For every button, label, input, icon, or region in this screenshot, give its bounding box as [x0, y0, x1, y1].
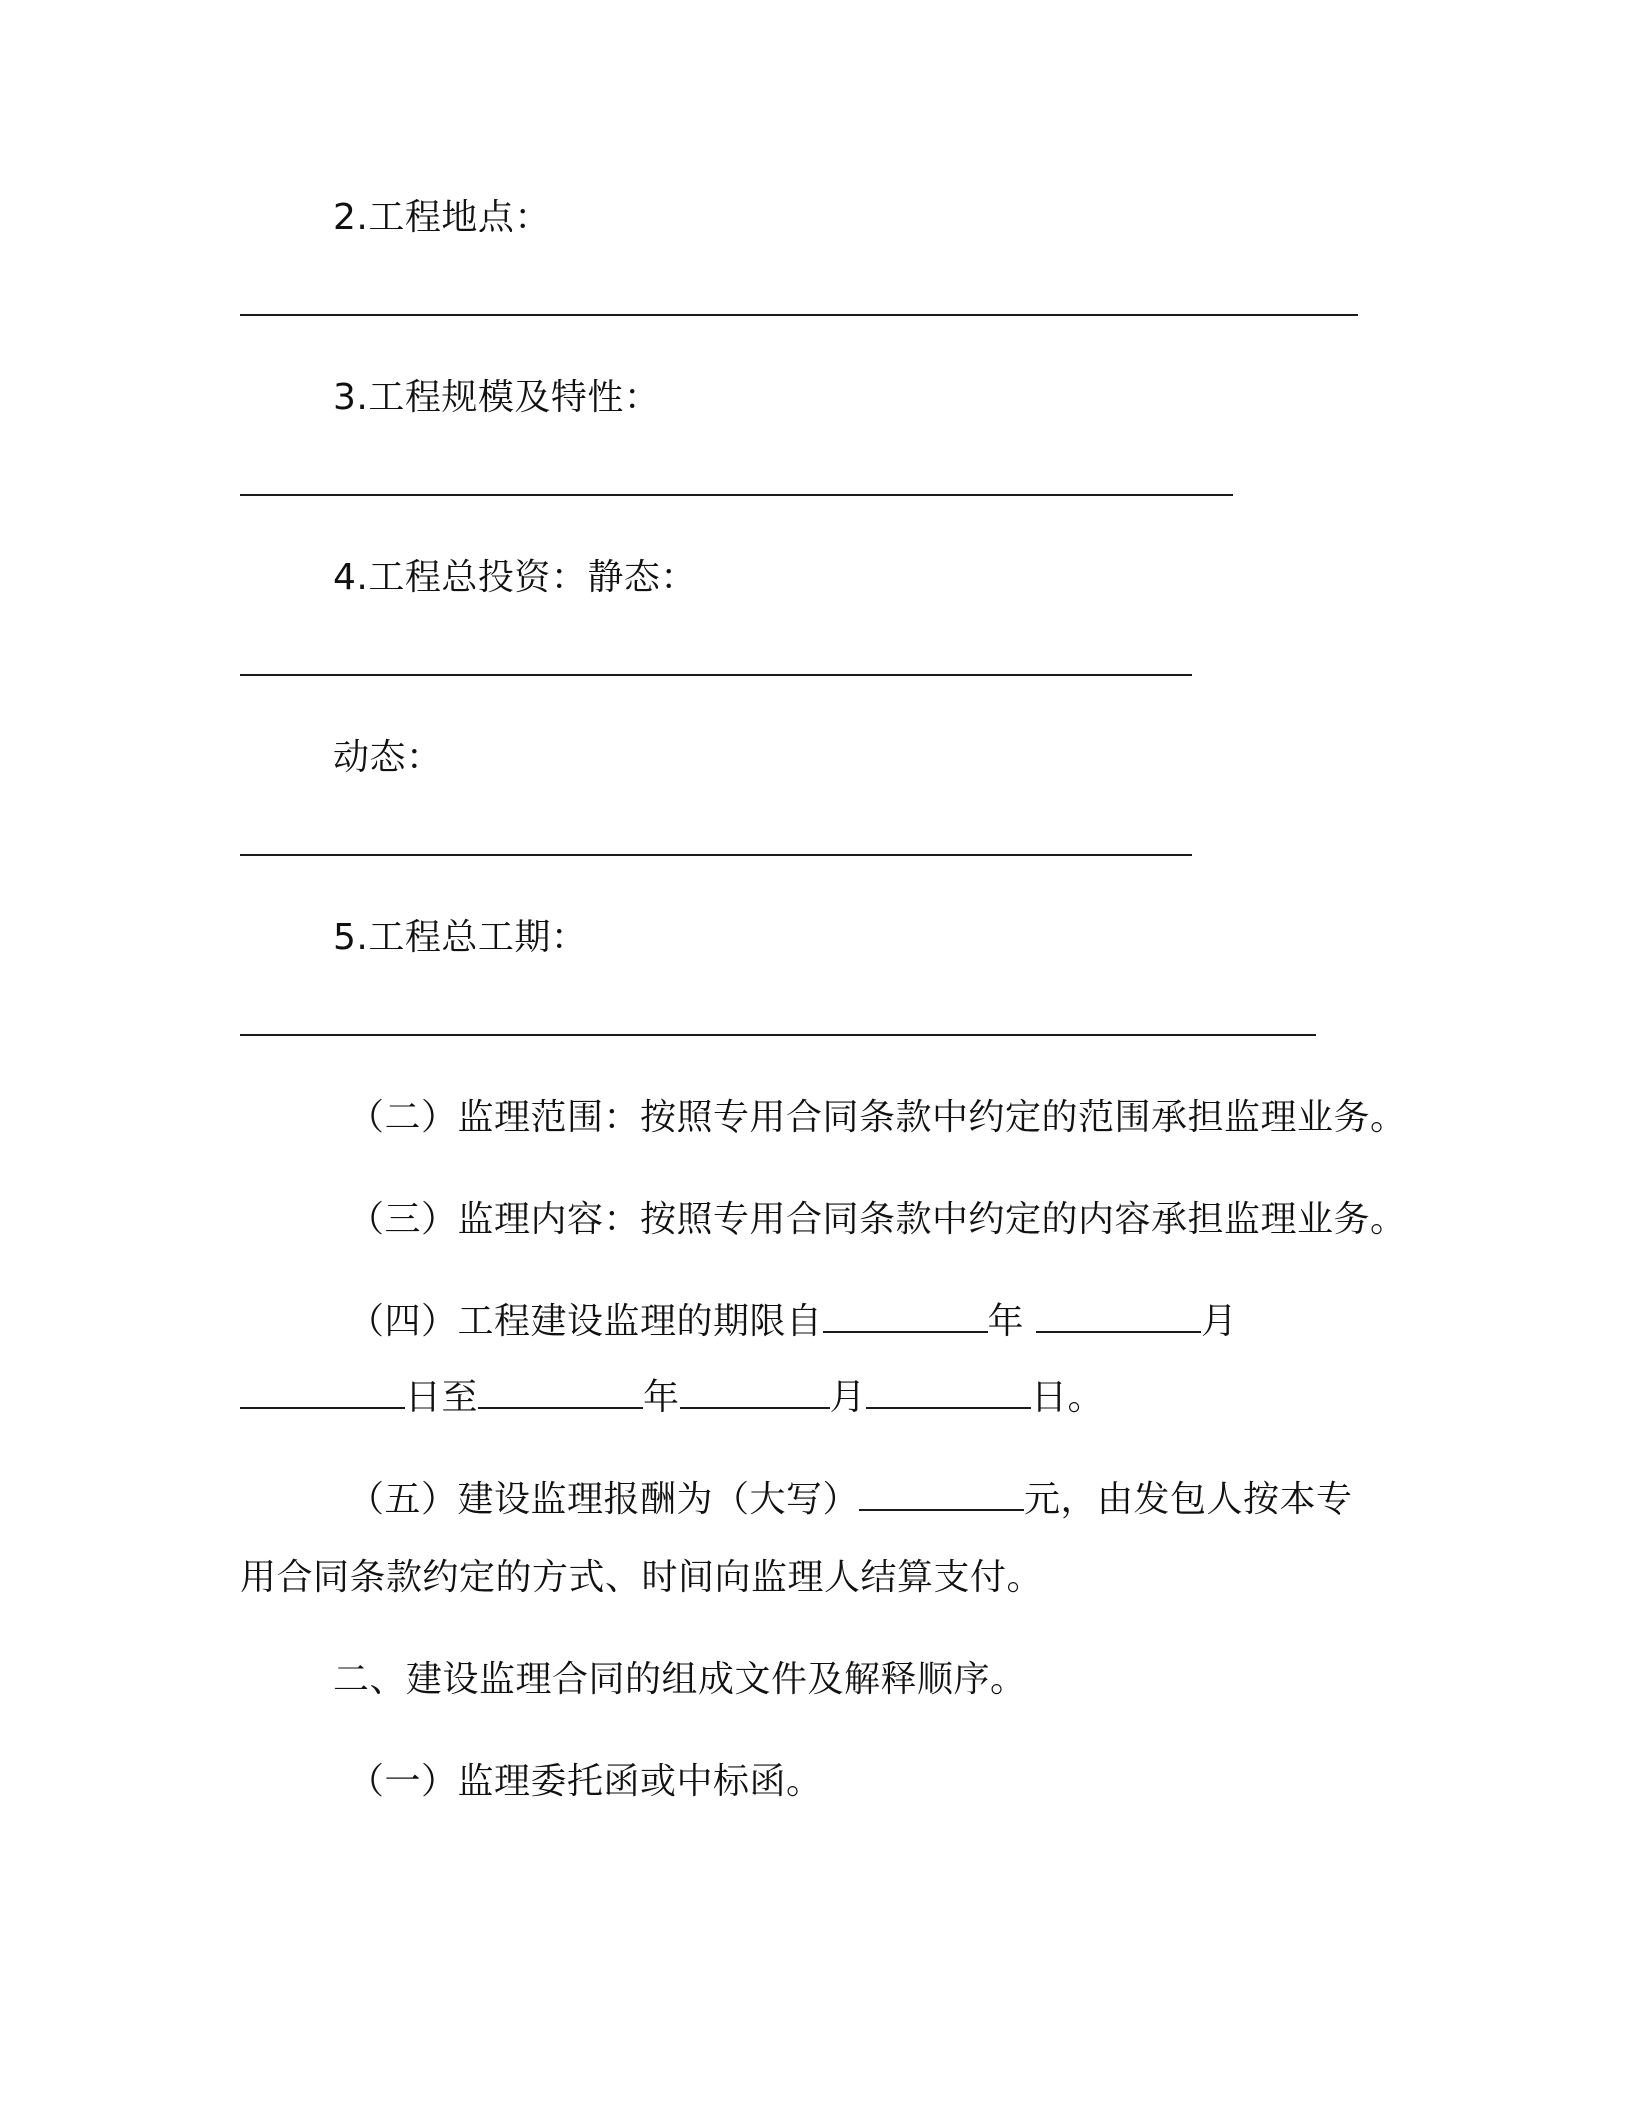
- section2-item1: （一）监理委托函或中标函。: [348, 1761, 823, 1802]
- content-paragraph: （三）监理内容：按照专用合同条款中约定的内容承担监理业务。: [348, 1199, 1407, 1240]
- period-end-year-blank: [478, 1377, 643, 1409]
- period-year2: 年: [643, 1377, 680, 1418]
- item5-blank-line: [240, 1034, 1316, 1036]
- fee-prefix: （五）建设监理报酬为（大写）: [348, 1479, 860, 1520]
- item3-blank-line: [240, 494, 1233, 496]
- period-start-day-blank: [240, 1377, 405, 1409]
- period-day2: 日。: [1031, 1377, 1105, 1418]
- period-start-month-blank: [1036, 1301, 1201, 1333]
- period-end-day-blank: [866, 1377, 1031, 1409]
- period-end-month-blank: [680, 1377, 830, 1409]
- fee-paragraph-line1: [348, 1478, 1353, 1522]
- period-year1: 年: [987, 1301, 1025, 1342]
- fee-amount-blank: [859, 1479, 1024, 1511]
- period-day1: 日至: [405, 1377, 479, 1418]
- item2-blank-line: [240, 314, 1358, 316]
- period-paragraph-line1: [348, 1300, 1238, 1344]
- item2-label: 2.工程地点：: [333, 197, 551, 238]
- section2-heading: 二、建设监理合同的组成文件及解释顺序。: [333, 1659, 1027, 1700]
- item3-label: 3.工程规模及特性：: [333, 377, 661, 418]
- item4-label: 4.工程总投资：静态：: [333, 557, 697, 598]
- period-month1: 月: [1200, 1301, 1238, 1342]
- item5-label: 5.工程总工期：: [333, 917, 588, 958]
- scope-paragraph: （二）监理范围：按照专用合同条款中约定的范围承担监理业务。: [348, 1097, 1407, 1138]
- period-paragraph-line2: [240, 1376, 1104, 1420]
- item4-static-blank-line: [240, 674, 1192, 676]
- period-month2: 月: [829, 1377, 867, 1418]
- fee-suffix: 元，由发包人按本专: [1024, 1479, 1353, 1520]
- period-prefix: （四）工程建设监理的期限自: [348, 1301, 823, 1342]
- item4-dynamic-label: 动态：: [333, 737, 443, 778]
- fee-paragraph-line2: 用合同条款约定的方式、时间向监理人结算支付。: [240, 1557, 1044, 1598]
- item4-dynamic-blank-line: [240, 854, 1192, 856]
- period-start-year-blank: [823, 1301, 988, 1333]
